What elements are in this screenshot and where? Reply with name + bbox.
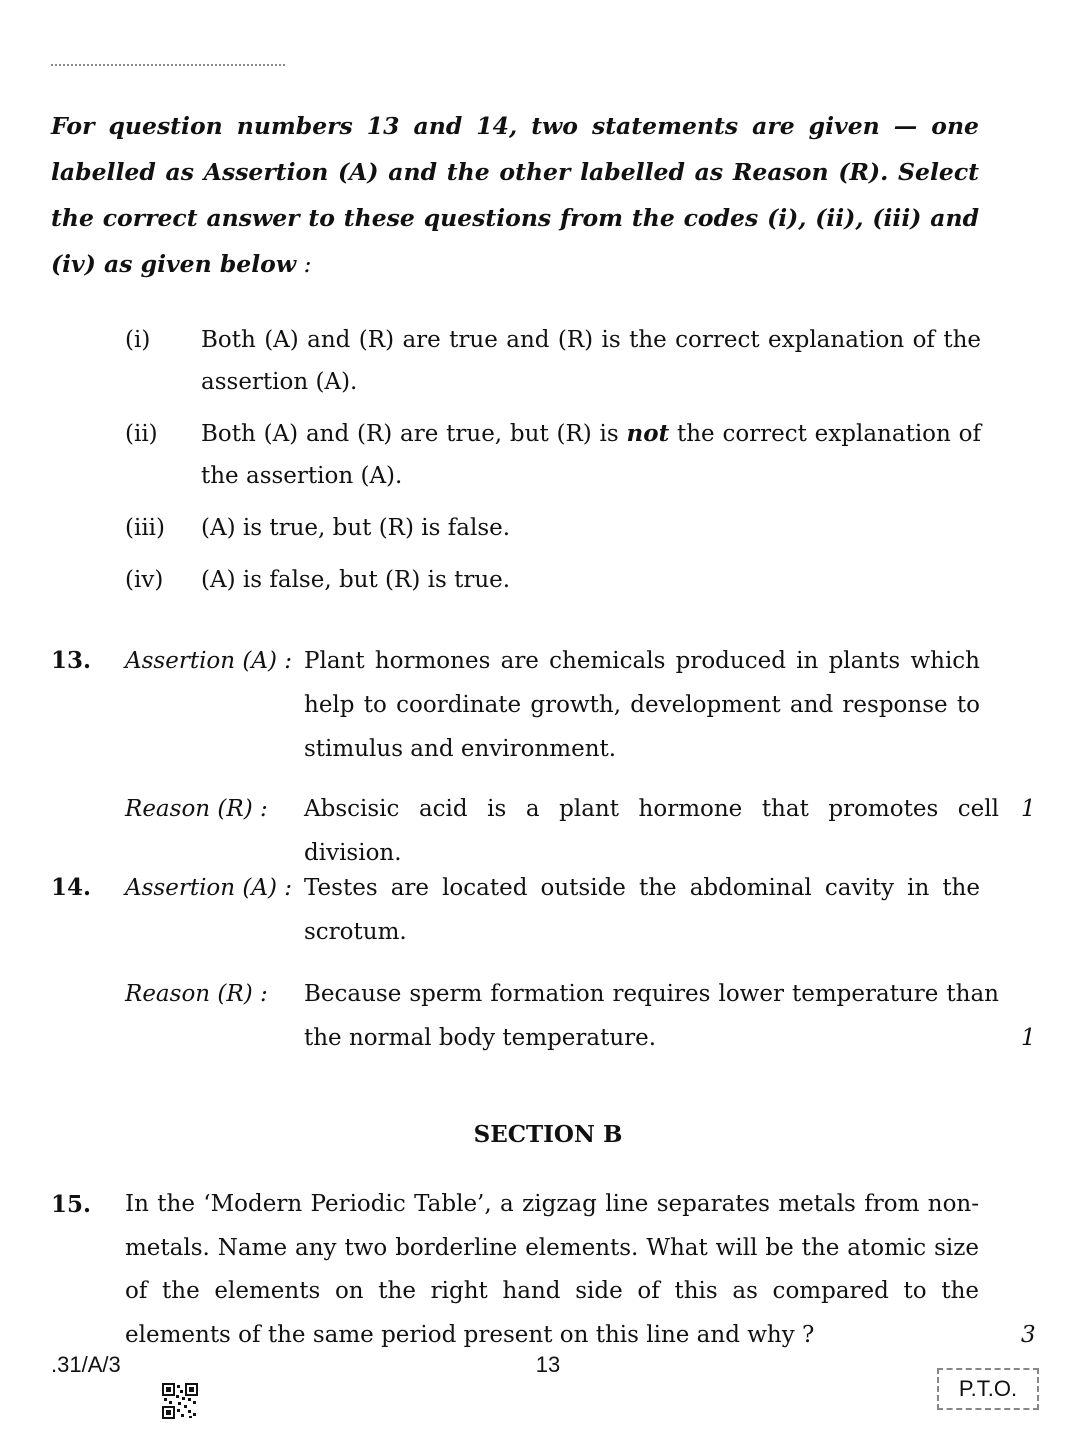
option-text-before: Both (A) and (R) are true, but (R) is [201,421,627,447]
question-15-text: In the ‘Modern Periodic Table’, a zigzag line separates metals from non-metals. Name any two borderline elements. What will be the atomic size of the elements on the right hand side of this as compared to the elements of the same period present on this line and why ? [125,1191,979,1348]
option-number: (iii) [125,515,166,541]
option-number: (ii) [125,421,158,447]
option-text-after: the correct explanation of the assertion (A). [201,421,981,489]
question-14-assertion-label: Assertion (A) : [125,875,293,901]
question-15-number: 15. [51,1191,92,1218]
option-i [125,319,985,403]
section-b-heading: SECTION B [473,1121,623,1148]
instructions-text: For question numbers 13 and 14, two statements are given — one labelled as Assertion (A) and the other labelled as Reason (R). Select the correct answer to these questions from the codes (i), (ii), (iii) and (iv) as given below [51,112,979,278]
pto-box: P.T.O. [937,1368,1039,1410]
question-13-assertion-text: Plant hormones are chemicals produced in plants which help to coordinate growth, development and response to stimulus and environment. [304,648,980,762]
question-15-marks: 3 [1021,1322,1036,1348]
option-number: (i) [125,327,151,353]
option-emphasis: not [626,420,670,447]
option-text: Both (A) and (R) are true and (R) is the correct explanation of the assertion (A). [201,327,981,395]
option-number: (iv) [125,567,164,593]
question-13-reason-text: Abscisic acid is a plant hormone that promotes cell division. [304,796,999,866]
instructions-colon: : [296,250,312,278]
question-14-assertion-text: Testes are located outside the abdominal cavity in the scrotum. [304,875,980,945]
qr-code-icon [162,1383,198,1419]
question-13-marks: 1 [1021,796,1036,822]
option-iv [125,559,985,601]
instructions-paragraph [51,103,979,287]
question-14-number: 14. [51,874,92,901]
page-number: 13 [535,1352,561,1377]
option-text: (A) is false, but (R) is true. [201,567,511,593]
option-text: (A) is true, but (R) is false. [201,515,511,541]
option-text [201,413,981,497]
option-ii [125,413,985,497]
question-14-reason-text: Because sperm formation requires lower temperature than the normal body temperature. [304,981,999,1051]
question-13-assertion-label: Assertion (A) : [125,648,293,674]
option-iii [125,507,985,549]
paper-code: .31/A/3 [51,1352,121,1377]
question-13-reason-label: Reason (R) : [125,796,268,822]
question-13-number: 13. [51,647,92,674]
question-14-reason-label: Reason (R) : [125,981,268,1007]
header-dotted-rule [51,64,285,66]
question-14-marks: 1 [1021,1025,1036,1051]
